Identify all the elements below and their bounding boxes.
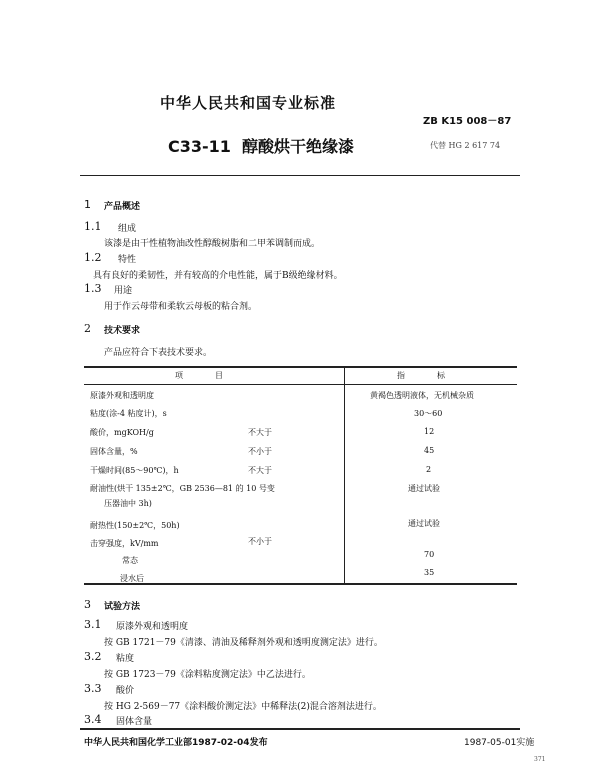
item-1-1-number: 1.1	[84, 220, 102, 233]
table-row-item: 干燥时间(85～90℃)，h	[90, 466, 179, 475]
replaces-note: 代替 HG 2 617 74	[430, 141, 501, 150]
item-3-2-title: 粘度	[116, 654, 135, 664]
table-row-spec: 45	[424, 446, 435, 455]
effective-date: 1987-05-01实施	[464, 738, 535, 748]
table-row-qualifier: 不大于	[248, 466, 272, 475]
section-1-title: 产品概述	[104, 202, 141, 212]
item-1-3-body: 用于作云母带和柔软云母板的粘合剂。	[104, 302, 258, 312]
table-row-item: 固体含量，%	[90, 447, 138, 456]
item-1-2-number: 1.2	[84, 251, 102, 264]
table-row-item: 耐油性(烘干 135±2℃，GB 2536—81 的 10 号变	[90, 484, 275, 493]
document-title: C33-11 醇酸烘干绝缘漆	[168, 137, 355, 156]
footer-rule	[80, 728, 520, 730]
table-row-qualifier: 不小于	[248, 537, 272, 546]
table-row-item: 耐热性(150±2℃，50h)	[90, 521, 180, 530]
section-1-number: 1	[84, 198, 91, 211]
table-row-item: 原漆外观和透明度	[90, 391, 154, 400]
table-row-spec: 35	[424, 568, 435, 577]
table-row-spec: 黄褐色透明液体，无机械杂质	[370, 391, 474, 400]
table-row-spec: 通过试验	[408, 484, 440, 493]
table-row-spec: 2	[426, 465, 432, 474]
table-row-item-cont: 压器油中 3h)	[104, 499, 152, 508]
item-1-3-title: 用途	[114, 286, 133, 296]
item-1-1-body: 该漆是由干性植物油改性醇酸树脂和二甲苯调制而成。	[104, 239, 321, 249]
item-3-1-body: 按 GB 1721－79《清漆、清油及稀释剂外观和透明度测定法》进行。	[104, 638, 383, 648]
item-3-4-number: 3.4	[84, 713, 102, 726]
item-1-3-number: 1.3	[84, 282, 102, 295]
section-3-title: 试验方法	[104, 602, 141, 612]
item-3-1-number: 3.1	[84, 618, 102, 631]
section-2-intro: 产品应符合下表技术要求。	[104, 348, 213, 358]
item-3-1-title: 原漆外观和透明度	[116, 622, 189, 632]
table-row-subitem: 浸水后	[120, 574, 144, 583]
section-2-title: 技术要求	[104, 326, 141, 336]
table-row-item: 击穿强度，kV/mm	[90, 539, 159, 548]
standard-code: ZB K15 008－87	[423, 116, 512, 127]
issued-date: 中华人民共和国化学工业部1987-02-04发布	[84, 738, 268, 748]
table-row-item: 粘度(涂-4 粘度计)，s	[90, 409, 167, 418]
item-3-3-title: 酸价	[116, 686, 135, 696]
table-row-spec: 通过试验	[408, 519, 440, 528]
item-3-2-body: 按 GB 1723－79《涂料粘度测定法》中乙法进行。	[104, 670, 311, 680]
item-1-2-body: 具有良好的柔韧性，并有较高的介电性能，属于B级绝缘材料。	[93, 271, 343, 281]
table-row-item: 酸价，mgKOH/g	[90, 428, 154, 437]
table-top-rule	[84, 366, 517, 368]
table-header-rule	[84, 384, 517, 385]
table-header-spec: 指 标	[397, 371, 445, 380]
item-3-3-body: 按 HG 2-569－77《涂料酸价测定法》中稀释法(2)混合溶剂法进行。	[104, 702, 382, 712]
section-2-number: 2	[84, 322, 91, 335]
item-3-2-number: 3.2	[84, 650, 102, 663]
section-3-number: 3	[84, 598, 91, 611]
item-3-4-title: 固体含量	[116, 717, 153, 727]
table-column-divider	[344, 366, 345, 583]
item-3-3-number: 3.3	[84, 682, 102, 695]
table-row-qualifier: 不小于	[248, 447, 272, 456]
item-1-1-title: 组成	[118, 224, 137, 234]
table-bottom-rule	[84, 583, 517, 585]
table-header-item: 项 目	[175, 371, 223, 380]
table-row-subitem: 常态	[122, 556, 138, 565]
table-row-spec: 70	[424, 550, 435, 559]
item-1-2-title: 特性	[118, 255, 137, 265]
table-row-qualifier: 不大于	[248, 428, 272, 437]
org-title: 中华人民共和国专业标准	[160, 94, 337, 112]
header-rule	[80, 175, 520, 176]
page-number: 371	[534, 756, 546, 763]
table-row-spec: 12	[424, 427, 435, 436]
table-row-spec: 30～60	[414, 409, 443, 418]
